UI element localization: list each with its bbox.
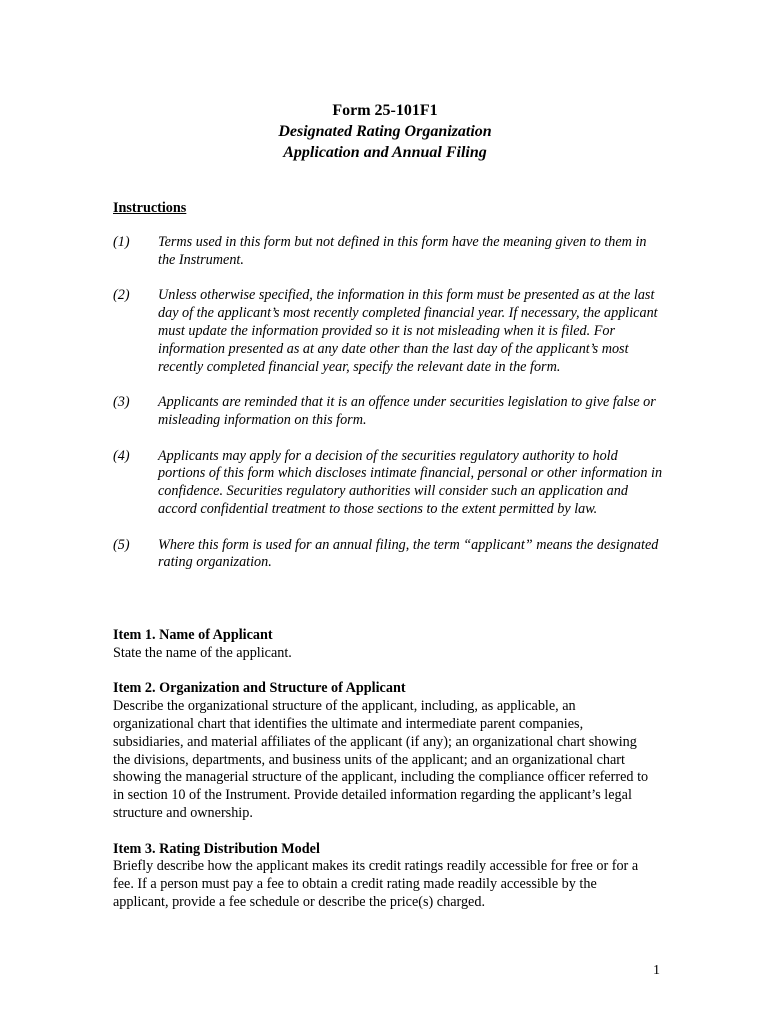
item-heading: Item 1. Name of Applicant — [113, 627, 273, 643]
item-body: Briefly describe how the applicant makes its credit ratings readily accessible for free or for a fee. If a person must pay a fee to obtain a credit rating made readily accessible by the applicant, provide a fee schedule or describe the price(s) charged. — [113, 858, 639, 910]
item-organization-structure — [113, 680, 653, 822]
item-heading: Item 2. Organization and Structure of Applicant — [113, 680, 406, 697]
instruction-number: (1) — [113, 234, 130, 250]
instruction-text: Terms used in this form but not defined in this form have the meaning given to them in the Instrument. — [158, 234, 647, 268]
instructions-list — [113, 234, 663, 590]
form-number: Form 25-101F1 — [332, 102, 438, 119]
instruction-text: Where this form is used for an annual filing, the term “applicant” means the designated rating organization. — [158, 536, 659, 571]
item-body: State the name of the applicant. — [113, 644, 292, 661]
instruction-item — [113, 234, 663, 270]
form-title-block — [0, 100, 770, 163]
instruction-number: (4) — [113, 447, 130, 464]
instruction-item — [113, 394, 663, 430]
form-items — [113, 627, 653, 930]
instruction-item — [113, 448, 663, 519]
item-name-of-applicant — [113, 627, 653, 663]
item-body: Describe the organizational structure of the applicant, including, as applicable, an organizational chart that identifies the ultimate and intermediate parent companies, subsidiaries, and material affiliates of the applicant (if any); an organizational chart showing the divisions, departments, and business units of the applicant; and an organizational chart showing the managerial structure of the applicant, including the compliance officer referred to in section 10 of the Instrument. Provide detailed information regarding the applicant’s legal structure and ownership. — [113, 698, 649, 821]
item-heading: Item 3. Rating Distribution Model — [113, 840, 320, 857]
instruction-text: Applicants may apply for a decision of the securities regulatory authority to hold portions of this form which discloses intimate financial, personal or other information in confidence. Securities regulatory authorities will consider such an application and accord confidential treatment to those sections to the extent permitted by law. — [158, 447, 663, 517]
instruction-number: (2) — [113, 287, 130, 304]
page-number: 1 — [653, 963, 660, 978]
form-title-line-2: Application and Annual Filing — [283, 144, 487, 161]
form-title-line-1: Designated Rating Organization — [278, 123, 492, 140]
instruction-number: (5) — [113, 536, 130, 553]
item-rating-distribution-model — [113, 841, 653, 912]
instruction-number: (3) — [113, 394, 130, 411]
instruction-text: Unless otherwise specified, the information in this form must be presented as at the last day of the applicant’s most recently completed financial year. If necessary, the applicant must update the information provided so it is not misleading when it is filed. For information presented as at any date other than the last day of the applicant’s most recently completed financial year, specify the relevant date in the form. — [158, 287, 658, 375]
instruction-text: Applicants are reminded that it is an offence under securities legislation to give false or misleading information on this form. — [158, 394, 656, 428]
instructions-heading: Instructions — [113, 200, 187, 216]
instruction-item — [113, 287, 663, 376]
instruction-item — [113, 537, 663, 573]
